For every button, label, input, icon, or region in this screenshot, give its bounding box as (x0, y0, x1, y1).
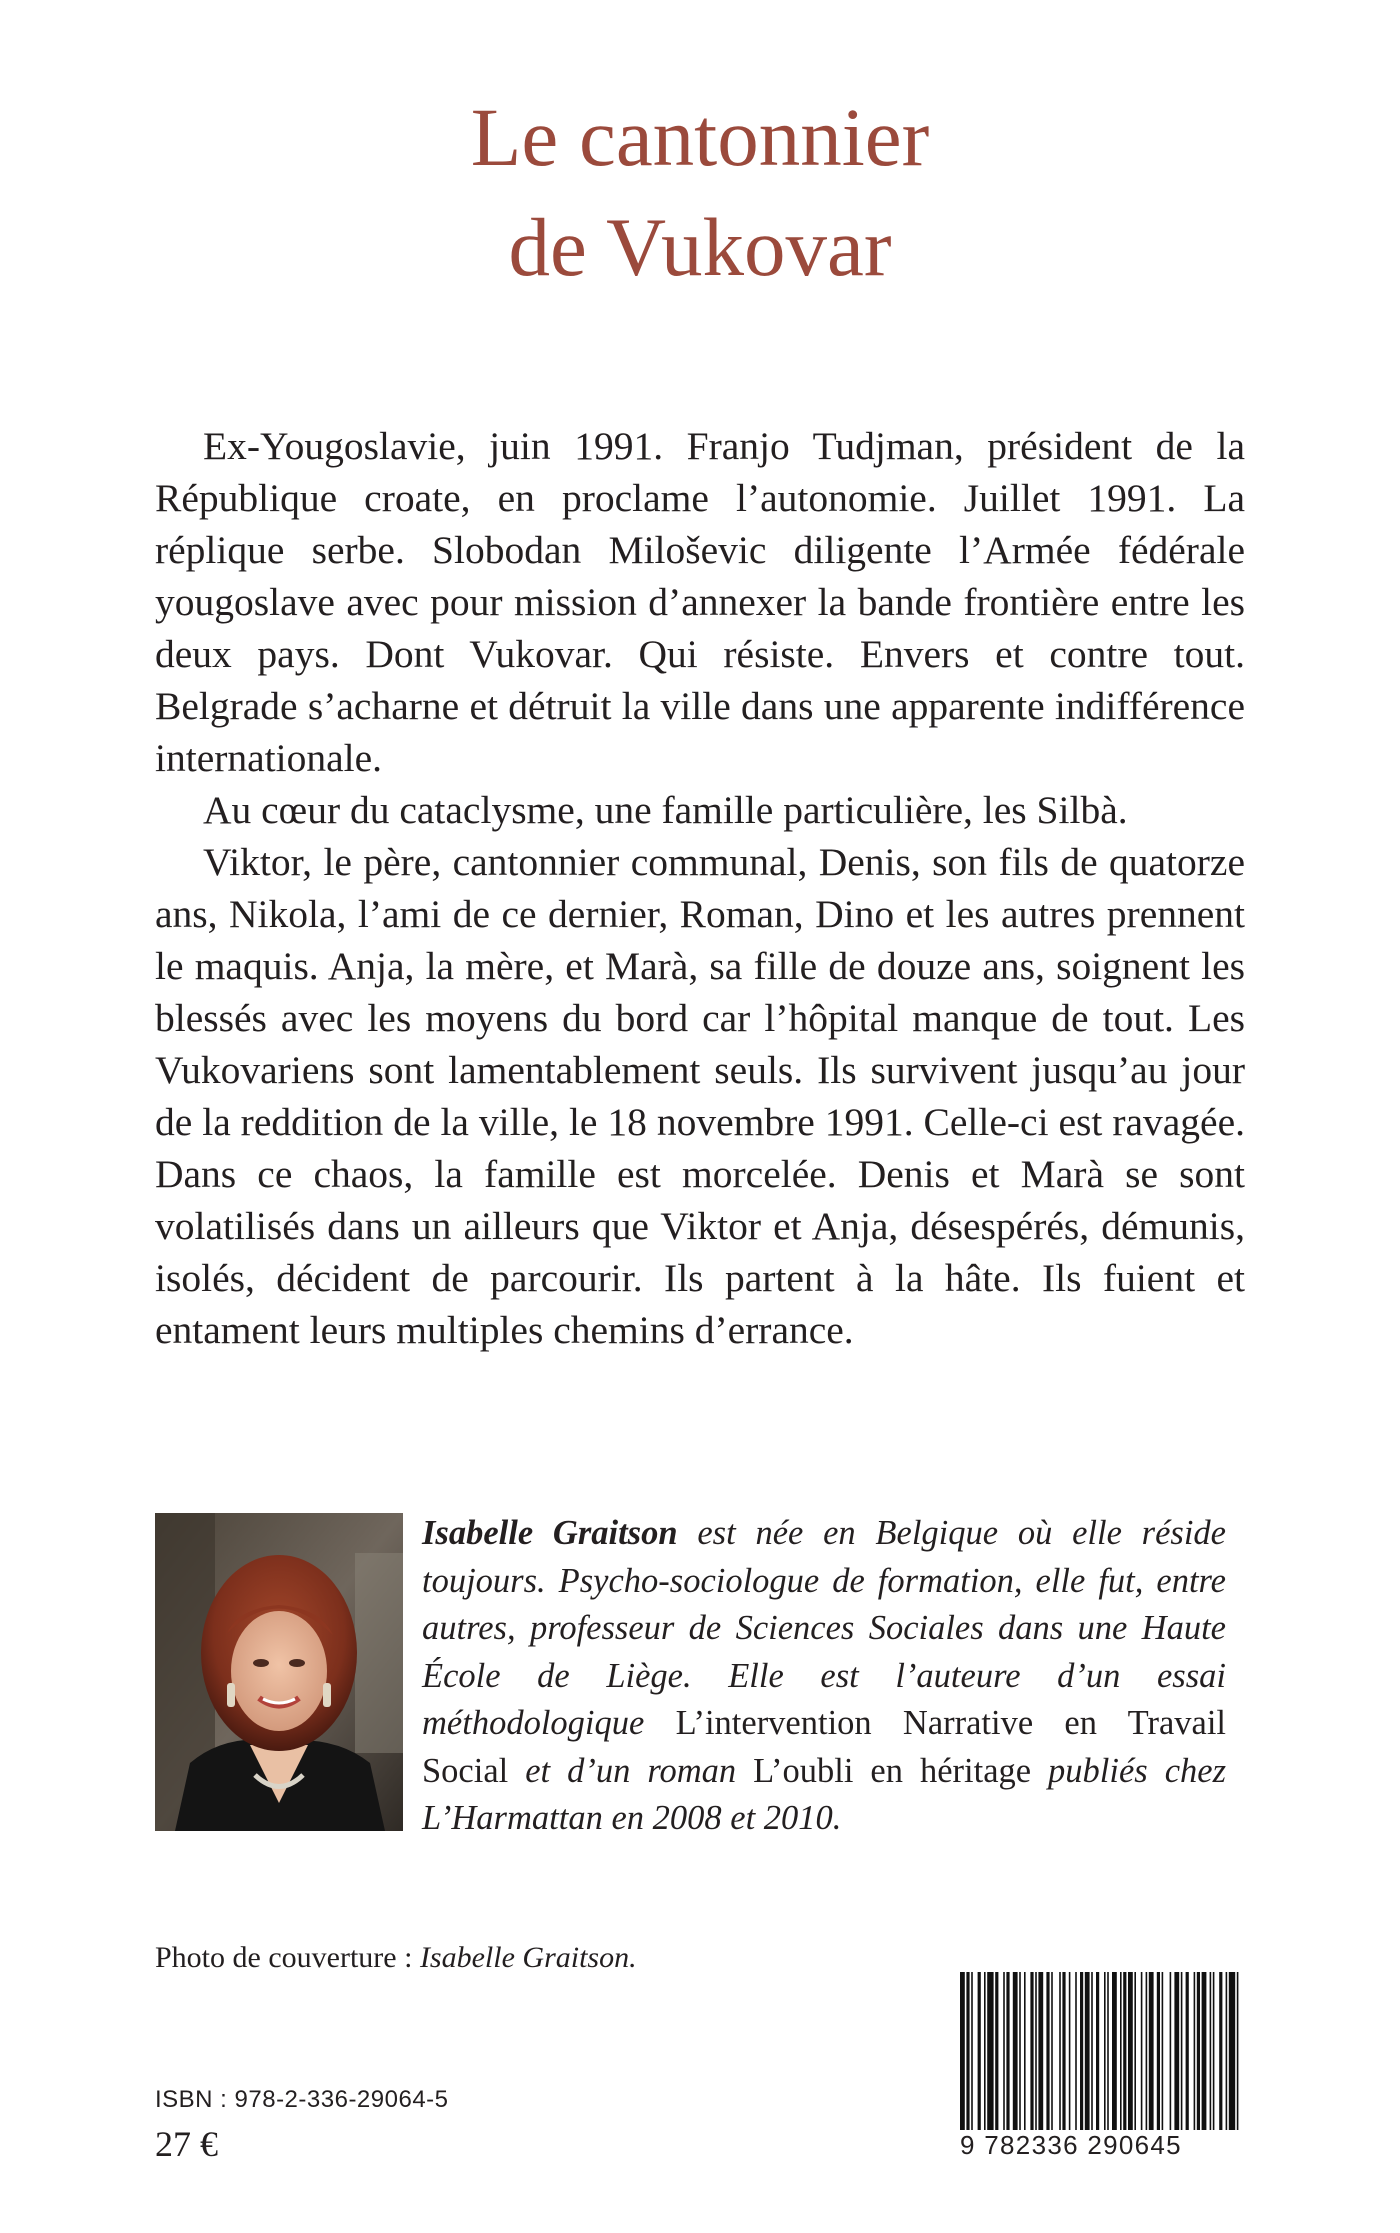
barcode-digits: 9 782336 290645 (960, 2130, 1182, 2160)
synopsis-paragraph: Au cœur du cataclysme, une famille particulière, les Silbà. (203, 788, 1128, 832)
book-title-essay: L’intervention Narrative en Travail Social (422, 1704, 1227, 1790)
book-title-line-2: de Vukovar (508, 201, 892, 293)
barcode-bar (1134, 1972, 1136, 2130)
barcode-bar (1013, 1972, 1018, 2130)
barcode-bar (1197, 1972, 1200, 2130)
barcode-bar (1186, 1972, 1189, 2130)
barcode-bar (1128, 1972, 1133, 2130)
barcode-bar (1226, 1972, 1228, 2130)
synopsis-paragraph: Viktor, le père, cantonnier communal, Denis, son fils de quatorze ans, Nikola, l’ami de ce dernier, Roman, Dino et les autres prennent le maquis. Anja, la mère, et Marà, sa fille de douze ans, soignent les blessés avec les moyens du bord car l’hôpital manque de tout. Les Vukovariens sont lamentablement seuls. Ils survivent jusqu’au jour de la reddition de la ville, le 18 novembre 1991. Celle-ci est ravagée. Dans ce chaos, la famille est morcelée. Denis et Marà se sont volatilisés dans un ailleurs que Viktor et Anja, désespérés, démunis, isolés, décident de parcourir. Ils partent à la hâte. Ils fuient et entament leurs multiples chemins d’errance. (155, 840, 1245, 1352)
barcode-bar (1170, 1972, 1172, 2130)
barcode-bar (1038, 1972, 1043, 2130)
synopsis (155, 420, 1245, 1356)
barcode-bar (1162, 1972, 1164, 2130)
barcode-bar (1210, 1972, 1212, 2130)
barcode-bar (1019, 1972, 1021, 2130)
price: 27 € (155, 2124, 218, 2164)
barcode-bar (1123, 1972, 1126, 2130)
barcode-bar (1141, 1972, 1143, 2130)
barcode-bar (1030, 1972, 1033, 2130)
barcode-bar (1213, 1972, 1215, 2130)
barcode-bar (1146, 1972, 1148, 2130)
barcode-bar (966, 1972, 969, 2130)
author-photo (155, 1513, 403, 1831)
barcode-bar (1219, 1972, 1222, 2130)
barcode-bar (1091, 1972, 1093, 2130)
barcode-bar (960, 1972, 965, 2130)
cover-photo-credit (155, 1938, 637, 1978)
author-bio (422, 1510, 1226, 1843)
barcode-bar (1104, 1972, 1106, 2130)
author-bio-text: et d’un roman (508, 1751, 754, 1790)
author-bio-text: publiés chez L’Harmattan en 2008 et 2010. (422, 1751, 1227, 1837)
synopsis-paragraph: Ex-Yougoslavie, juin 1991. Franjo Tudjman, président de la République croate, en proclame l’autonomie. Juillet 1991. La réplique serbe. Slobodan Miloševic diligente l’Armée fédérale yougoslave avec pour mission d’annexer la bande frontière entre les deux pays. Dont Vukovar. Qui résiste. Envers et contre tout. Belgrade s’acharne et détruit la ville dans une apparente indifférence internationale. (155, 424, 1245, 780)
barcode-bar (1080, 1972, 1083, 2130)
barcode-bar (1046, 1972, 1049, 2130)
barcode-bar (1096, 1972, 1099, 2130)
book-title-line-1: Le cantonnier (470, 91, 930, 183)
barcode-bar (1024, 1972, 1026, 2130)
barcode-bar (1181, 1972, 1183, 2130)
barcode-bar (1003, 1972, 1005, 2130)
barcode-bar (1149, 1972, 1154, 2130)
barcode-bar (1229, 1972, 1235, 2130)
barcode-bar (1157, 1972, 1160, 2130)
author-bio-text: est née en Belgique où elle réside toujours. Psycho-sociologue de formation, elle fut, entre autres, professeur de Sciences Sociales dans une Haute École de Liège. Elle est l’auteure d’un essai méthodologique (422, 1514, 1226, 1742)
barcode-bar (1051, 1972, 1053, 2130)
barcode-bar (1120, 1972, 1122, 2130)
barcode-bar (1075, 1972, 1077, 2130)
barcode-bar (978, 1972, 981, 2130)
author-name: Isabelle Graitson (422, 1514, 678, 1552)
credit-label: Photo de couverture : (155, 1941, 420, 1974)
barcode-bar (1085, 1972, 1090, 2130)
barcode-bar (971, 1972, 973, 2130)
barcode-bar (987, 1972, 993, 2130)
barcode-bar (1202, 1972, 1207, 2130)
barcode-bar (1237, 1972, 1239, 2130)
book-title-novel: L’oubli en héritage (753, 1751, 1032, 1790)
barcode (960, 1972, 1240, 2130)
barcode-bar (1062, 1972, 1065, 2130)
book-title (0, 82, 1400, 302)
isbn: ISBN : 978-2-336-29064-5 (155, 2086, 449, 2113)
barcode-bar (1069, 1972, 1071, 2130)
credit-name: Isabelle Graitson. (419, 1941, 637, 1974)
barcode-bar (984, 1972, 986, 2130)
barcode-bar (1035, 1972, 1037, 2130)
barcode-bar (1107, 1972, 1109, 2130)
barcode-bar (1112, 1972, 1117, 2130)
barcode-bar (995, 1972, 998, 2130)
barcode-bar (1059, 1972, 1061, 2130)
barcode-bar (1194, 1972, 1196, 2130)
barcode-bar (1006, 1972, 1009, 2130)
barcode-bar (1174, 1972, 1179, 2130)
